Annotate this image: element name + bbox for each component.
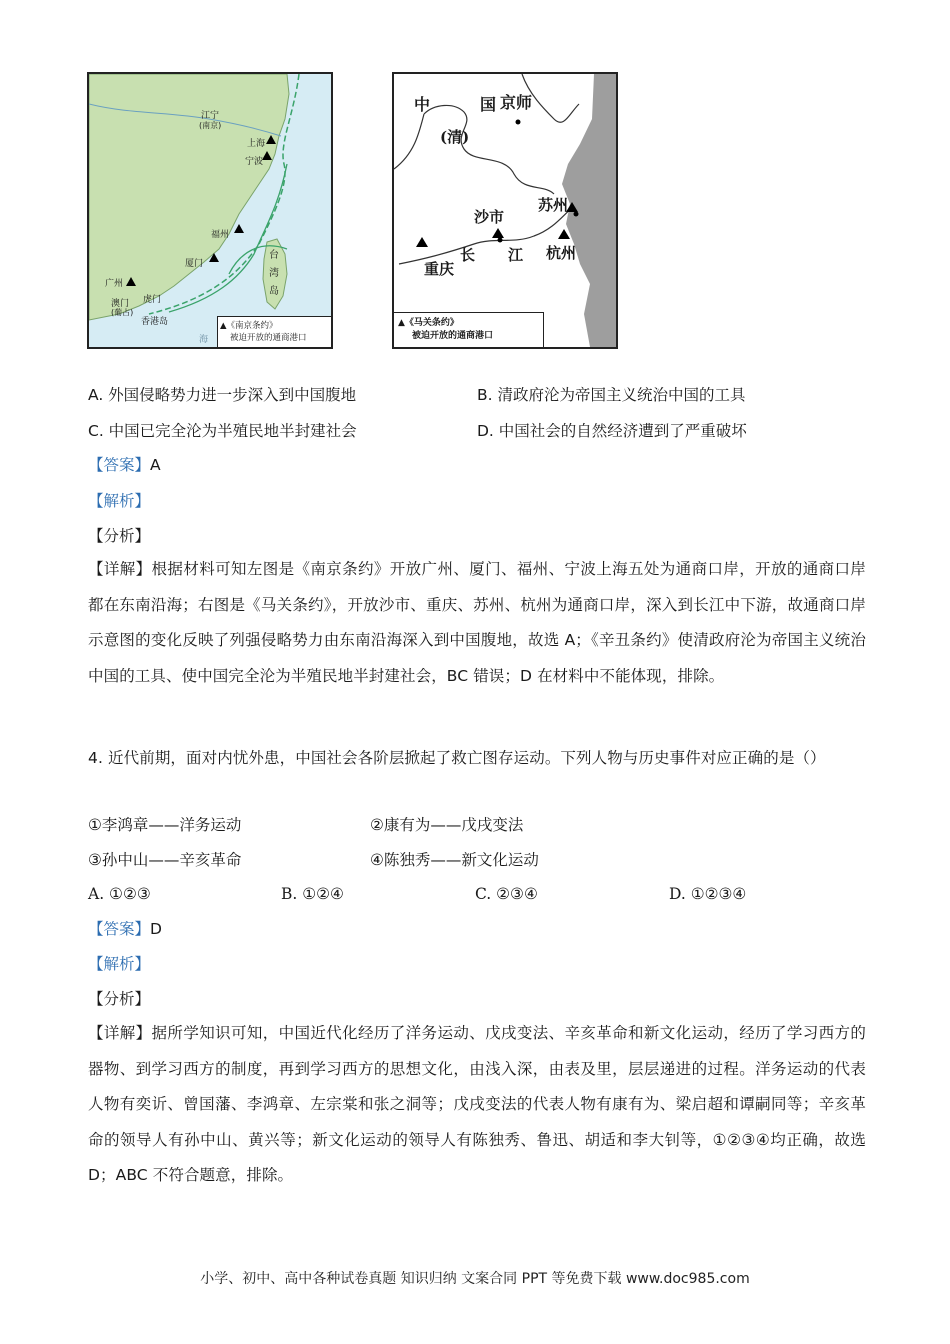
shimonoseki-treaty-map [392,72,618,349]
place-label: 广州 [105,279,124,289]
q3-analysis-tag: 【解析】 [88,492,151,510]
place-label: 京师 [500,93,533,112]
border-line [394,114,424,169]
map-legend: ▲《南京条约》 被迫开放的通商港口 [217,316,331,347]
port-dot [498,238,503,243]
legend-desc: 被迫开放的通商港口 [230,333,307,343]
place-label: 长 [460,246,476,264]
q4-item-2: ②康有为——戊戌变法 [370,816,524,834]
q4-detail [88,1016,866,1194]
place-label: 国 [480,95,497,114]
place-label: 澳门 [111,299,130,309]
q4-fenxi: 【分析】 [88,990,151,1008]
q4-choice-c: C. ②③④ [475,885,538,903]
q3-option-b: B. 清政府沦为帝国主义统治中国的工具 [477,386,746,404]
place-label: 台 [269,250,279,261]
q4-choice-d: D. ①②③④ [669,885,747,903]
q4-item-3: ③孙中山——辛亥革命 [88,851,242,869]
nanjing-treaty-map [87,72,333,349]
border-line [424,105,554,194]
place-label: 福州 [211,230,230,240]
place-label: (葡占) [111,308,134,317]
place-label: 湾 [269,268,279,279]
legend-title: 《马关条约》 [404,318,459,328]
place-label: 海 [199,335,209,345]
legend-title: 《南京条约》 [226,321,278,331]
map-legend: ▲《马关条约》 被迫开放的通商港口 [394,312,544,347]
place-label: (南京) [199,121,222,130]
q3-answer [88,455,161,475]
q4-answer [88,919,162,939]
q3-detail [88,552,866,694]
place-label: 江 [508,246,524,264]
answer-value: A [150,456,161,474]
legend-desc: 被迫开放的通商港口 [412,331,494,341]
q3-option-c: C. 中国已完全沦为半殖民地半封建社会 [88,422,357,440]
page-footer: 小学、初中、高中各种试卷真题 知识归纳 文案合同 PPT 等免费下载 www.doc985.com [200,1271,750,1287]
place-label: 香港岛 [141,317,169,327]
place-label: 苏州 [538,196,569,214]
q3-option-d: D. 中国社会的自然经济遭到了严重破坏 [477,422,747,440]
place-label: 上海 [247,139,266,149]
answer-tag: 【答案】 [88,920,151,938]
detail-text: 根据材料可知左图是《南京条约》开放广州、厦门、福州、宁波上海五处为通商口岸，开放的通商口岸都在东南沿海；右图是《马关条约》，开放沙市、重庆、苏州、杭州为通商口岸，深入到长江中下游，故通商口岸示意图的变化反映了列强侵略势力由东南沿海深入到中国腹地，故选 A；《辛丑条约》使清政府沦为帝国主义统治中国的工具、使中国完全沦为半殖民地半封建社会，BC 错误；D 在材料中不能体现，排除。 [88,560,866,685]
detail-text: 据所学知识可知，中国近代化经历了洋务运动、戊戌变法、辛亥革命和新文化运动，经历了学习西方的器物、到学习西方的制度，再到学习西方的思想文化，由浅入深，由表及里，层层递进的过程。洋务运动的代表人物有奕䜣、曾国藩、李鸿章、左宗棠和张之洞等；戊戌变法的代表人物有康有为、梁启超和谭嗣同等；辛亥革命的领导人有孙中山、黄兴等；新文化运动的领导人有陈独秀、鲁迅、胡适和李大钊等，①②③④均正确，故选 D；ABC 不符合题意，排除。 [88,1024,866,1184]
place-label: 岛 [269,286,279,297]
answer-value: D [150,920,162,938]
detail-tag: 【详解】 [88,560,152,578]
place-label: (清) [440,128,470,146]
place-label: 宁波 [245,157,264,167]
q3-fenxi: 【分析】 [88,527,151,545]
place-label: 江宁 [201,111,220,121]
place-label: 重庆 [424,260,455,278]
q4-item-4: ④陈独秀——新文化运动 [370,851,539,869]
port-marker [416,237,428,247]
capital-dot [516,120,521,125]
answer-tag: 【答案】 [88,456,151,474]
port-dot [574,212,579,217]
place-label: 杭州 [546,244,577,262]
q4-choice-a: A. ①②③ [88,885,151,903]
port-marker [558,229,570,239]
q4-item-1: ①李鸿章——洋务运动 [88,816,242,834]
port-marker [234,224,244,233]
place-label: 厦门 [185,259,204,269]
place-label: 中 [414,95,431,114]
q4-stem: 4. 近代前期，面对内忧外患，中国社会各阶层掀起了救亡图存运动。下列人物与历史事件对应正确的是（） [88,749,826,767]
place-label: 虎门 [143,295,162,305]
q3-option-a: A. 外国侵略势力进一步深入到中国腹地 [88,386,357,404]
q4-choice-b: B. ①②④ [281,885,344,903]
place-label: 沙市 [474,208,505,226]
detail-tag: 【详解】 [88,1024,152,1042]
port-marker [492,228,504,238]
q4-analysis-tag: 【解析】 [88,955,151,973]
